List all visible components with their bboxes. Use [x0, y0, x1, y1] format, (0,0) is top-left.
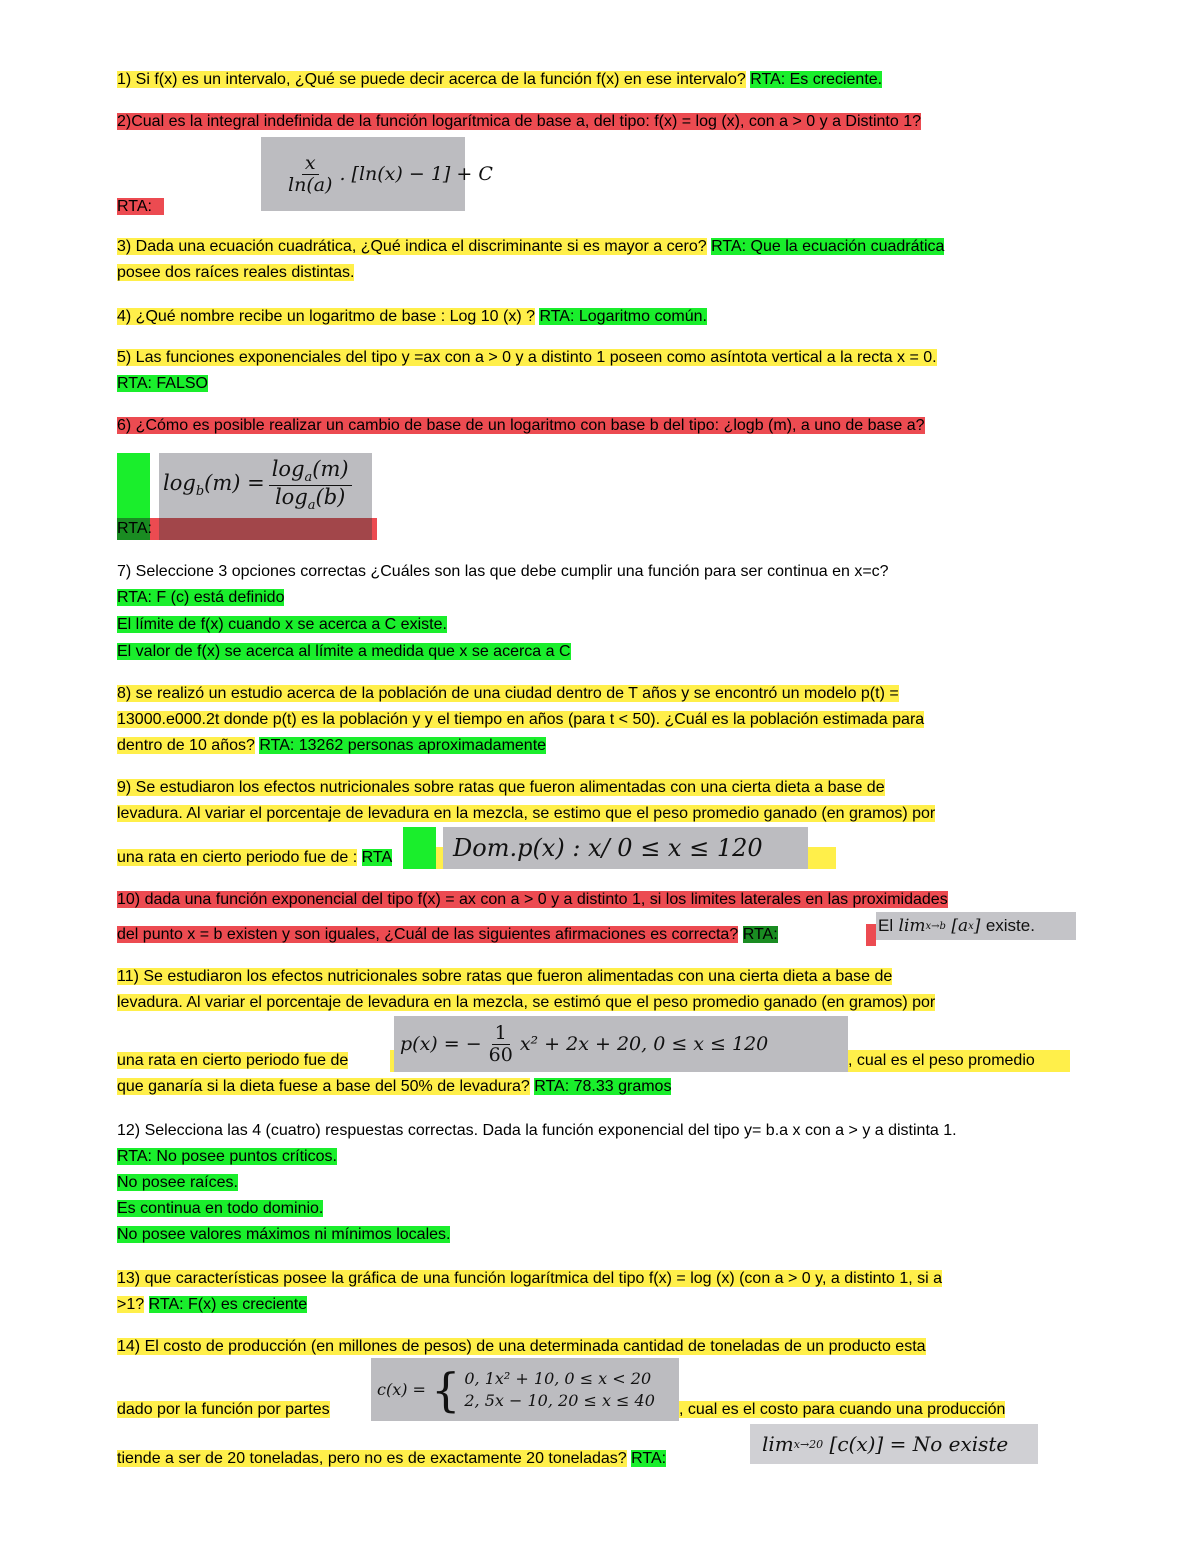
q12-question: 12) Selecciona las 4 (cuatro) respuestas correctas. Dada la función exponencial del tipo y= b.a x con a > y a distinta 1.	[117, 1122, 957, 1139]
q3-answer-2: posee dos raíces reales distintas.	[117, 264, 355, 281]
q5-answer: RTA: FALSO	[117, 375, 208, 392]
q11-text-3a: una rata en cierto periodo fue de	[117, 1052, 349, 1069]
q13-line-1	[117, 1268, 942, 1290]
q10-formula-pre: El	[878, 916, 894, 935]
q14-limit-sub: x→20	[793, 1437, 824, 1451]
q13-line-2	[117, 1294, 307, 1316]
q6-formula-num: log	[271, 456, 305, 481]
q7-answer-line-3	[117, 641, 571, 663]
q5-answer-line	[117, 373, 208, 395]
q14-line-3	[117, 1448, 666, 1470]
q6-formula-den: log	[274, 485, 308, 509]
q12-answer-line-2	[117, 1172, 238, 1194]
q10-formula-image	[876, 912, 1076, 940]
q2-line	[117, 111, 921, 133]
q11-text-3b: , cual es el peso promedio	[848, 1052, 1035, 1069]
q10-formula-lim: lim	[898, 916, 926, 936]
q7-answer-3: El valor de f(x) se acerca al límite a medida que x se acerca a C	[117, 643, 571, 660]
q14-line-1	[117, 1336, 926, 1358]
q11-line-3b	[848, 1050, 1035, 1072]
q11-formula-den: 60	[488, 1043, 513, 1066]
q6-line	[117, 415, 925, 437]
q14-line-2a	[117, 1399, 330, 1421]
q4-line	[117, 306, 707, 328]
q14-cases-brace: {	[431, 1362, 461, 1417]
q9-line-3	[117, 847, 392, 869]
q2-formula-num: x	[302, 153, 319, 175]
q3-line	[117, 236, 944, 258]
q2-question: 2)Cual es la integral indefinida de la función logarítmica de base a, del tipo: f(x) = log (x), con a > 0 y a Distinto 1?	[117, 113, 921, 130]
q10-line-2	[117, 924, 778, 946]
q5-question: 5) Las funciones exponenciales del tipo y =ax con a > 0 y a distinto 1 poseen como asíntota vertical a la recta x = 0.	[117, 349, 937, 366]
q12-answer-3: Es continua en todo dominio.	[117, 1200, 324, 1217]
q11-answer: RTA: 78.33 gramos	[534, 1078, 672, 1095]
q10-text-2: del punto x = b existen y son iguales, ¿Cuál de las siguientes afirmaciones es correcta?	[117, 926, 739, 943]
q2-answer-label: RTA:	[117, 198, 164, 215]
q11-line-2	[117, 992, 935, 1014]
q8-answer: RTA: 13262 personas aproximadamente	[259, 737, 547, 754]
q6-formula-num-sub: a	[304, 469, 313, 485]
q10-red-tail	[866, 924, 876, 946]
q4-question: 4) ¿Qué nombre recibe un logaritmo de base : Log 10 (x) ?	[117, 308, 535, 325]
q14-answer-label: RTA:	[631, 1450, 667, 1467]
q14-line-2b	[679, 1399, 1005, 1421]
q7-line	[117, 561, 889, 583]
q6-image-overlap	[159, 518, 372, 540]
q12-answer-line-1	[117, 1146, 337, 1168]
q9-formula: Dom.p(x) : x/ 0 ≤ x ≤ 120	[453, 834, 763, 862]
q14-text-2a: dado por la función por partes	[117, 1401, 330, 1418]
q11-formula-image	[394, 1016, 848, 1072]
q6-answer-line	[117, 518, 152, 540]
q8-text-3: dentro de 10 años?	[117, 737, 255, 754]
q8-line-3	[117, 735, 546, 757]
q10-text-1: 10) dada una función exponencial del tipo f(x) = ax con a > 0 y a distinto 1, si los limites laterales en las proximidades	[117, 891, 948, 908]
q11-line-3a	[117, 1050, 348, 1072]
q2-formula-rest: . [ln(x) − 1] + C	[339, 163, 493, 185]
q6-question: 6) ¿Cómo es posible realizar un cambio de base de un logaritmo con base b del tipo: ¿logb (m), a uno de base a?	[117, 417, 925, 434]
q14-limit-image	[750, 1424, 1038, 1464]
q12-answer-4: No posee valores máximos ni mínimos locales.	[117, 1226, 451, 1243]
q11-formula-rest: x² + 2x + 20, 0 ≤ x ≤ 120	[519, 1033, 769, 1055]
q10-line-1	[117, 889, 948, 911]
q14-cases-image	[371, 1358, 679, 1421]
q12-answer-line-3	[117, 1198, 323, 1220]
q12-answer-line-4	[117, 1224, 450, 1246]
q6-formula-lhs-sub: b	[195, 484, 205, 500]
q8-text-1: 8) se realizó un estudio acerca de la población de una ciudad dentro de T años y se encontró un modelo p(t) =	[117, 685, 899, 702]
q3-line-2	[117, 262, 354, 284]
q2-answer-line	[117, 196, 164, 218]
q9-text-3: una rata en cierto periodo fue de :	[117, 849, 358, 866]
q9-line-1	[117, 777, 885, 799]
q4-answer: RTA: Logaritmo común.	[539, 308, 707, 325]
q9-text-1: 9) Se estudiaron los efectos nutricionales sobre ratas que fueron alimentadas con una cierta dieta a base de	[117, 779, 885, 796]
q6-formula-image	[159, 453, 372, 518]
q11-line-4	[117, 1076, 671, 1098]
q14-cases-lhs: c(x) =	[377, 1380, 426, 1399]
q14-limit-lim: lim	[762, 1432, 794, 1456]
q1-question: 1) Si f(x) es un intervalo, ¿Qué se puede decir acerca de la función f(x) en ese intervalo?	[117, 71, 746, 88]
q2-formula-den: ln(a)	[288, 173, 333, 196]
q8-line-1	[117, 683, 899, 705]
q13-text-2: >1?	[117, 1296, 145, 1313]
q14-text-1: 14) El costo de producción (en millones de pesos) de una determinada cantidad de toneladas de un producto esta	[117, 1338, 926, 1355]
q7-answer-line-1	[117, 587, 284, 609]
q10-formula-close: ]	[973, 916, 981, 936]
q9-green-highlight	[403, 827, 436, 869]
q9-text-2: levadura. Al variar el porcentaje de levadura en la mezcla, se estimo que el peso promedio ganado (en gramos) por	[117, 805, 936, 822]
q3-question: 3) Dada una ecuación cuadrática, ¿Qué indica el discriminante si es mayor a cero?	[117, 238, 707, 255]
q9-answer-label: RTA	[361, 849, 393, 866]
q7-answer-2: El límite de f(x) cuando x se acerca a C existe.	[117, 616, 447, 633]
q7-answer-line-2	[117, 614, 447, 636]
q14-case-2: 2, 5x − 10, 20 ≤ x ≤ 40	[464, 1390, 655, 1410]
q7-answer-1: RTA: F (c) está definido	[117, 589, 285, 606]
q11-text-1: 11) Se estudiaron los efectos nutricionales sobre ratas que fueron alimentadas con una cierta dieta a base de	[117, 968, 893, 985]
q12-answer-1: RTA: No posee puntos críticos.	[117, 1148, 337, 1165]
q13-answer: RTA: F(x) es creciente	[148, 1296, 308, 1313]
q6-formula-lhs-arg: (m) =	[204, 471, 265, 496]
q3-answer-1: RTA: Que la ecuación cuadrática	[711, 238, 945, 255]
q8-text-2: 13000.e000.2t donde p(t) es la población y y el tiempo en años (para t < 50). ¿Cuál es la población estimada para	[117, 711, 925, 728]
q11-text-2: levadura. Al variar el porcentaje de levadura en la mezcla, se estimó que el peso promedio ganado (en gramos) por	[117, 994, 936, 1011]
q6-formula-den-sub: a	[307, 498, 316, 514]
q11-text-4: que ganaría si la dieta fuese a base del 50% de levadura?	[117, 1078, 530, 1095]
q10-formula-sub: x→b	[925, 920, 946, 932]
q7-question: 7) Seleccione 3 opciones correctas ¿Cuáles son las que debe cumplir una función para ser continua en x=c?	[117, 563, 889, 580]
q11-formula-num: 1	[492, 1023, 510, 1045]
q11-formula-lhs: p(x) = −	[400, 1033, 482, 1055]
q13-text-1: 13) que características posee la gráfica de una función logarítmica del tipo f(x) = log (x) (con a > 0 y, a distinto 1, si a	[117, 1270, 943, 1287]
q12-answer-2: No posee raíces.	[117, 1174, 238, 1191]
q10-formula-arg: [a	[951, 916, 969, 936]
q6-formula-lhs: log	[163, 471, 196, 496]
q2-formula-image	[261, 137, 493, 211]
q1-answer: RTA: Es creciente.	[750, 71, 883, 88]
q9-line-2	[117, 803, 935, 825]
q14-case-1: 0, 1x² + 10, 0 ≤ x < 20	[464, 1368, 652, 1388]
q5-line	[117, 347, 937, 369]
q10-formula-post: existe.	[985, 916, 1035, 935]
q8-line-2	[117, 709, 924, 731]
q14-text-2b: , cual es el costo para cuando una producción	[679, 1401, 1006, 1418]
q14-limit-arg: [c(x)] = No existe	[829, 1432, 1009, 1456]
q14-text-3: tiende a ser de 20 toneladas, pero no es de exactamente 20 toneladas?	[117, 1450, 627, 1467]
q6-formula-den-arg: (b)	[315, 485, 346, 509]
q9-formula-image	[443, 827, 808, 869]
q10-answer-label: RTA:	[742, 926, 778, 943]
q12-line	[117, 1120, 957, 1142]
q10-formula-sup: x	[968, 920, 974, 932]
q11-line-1	[117, 966, 892, 988]
q6-formula-num-arg: (m)	[312, 456, 349, 481]
q6-green-highlight	[117, 453, 150, 518]
q6-answer-label: RTA:	[117, 520, 152, 537]
q1-line	[117, 69, 882, 91]
